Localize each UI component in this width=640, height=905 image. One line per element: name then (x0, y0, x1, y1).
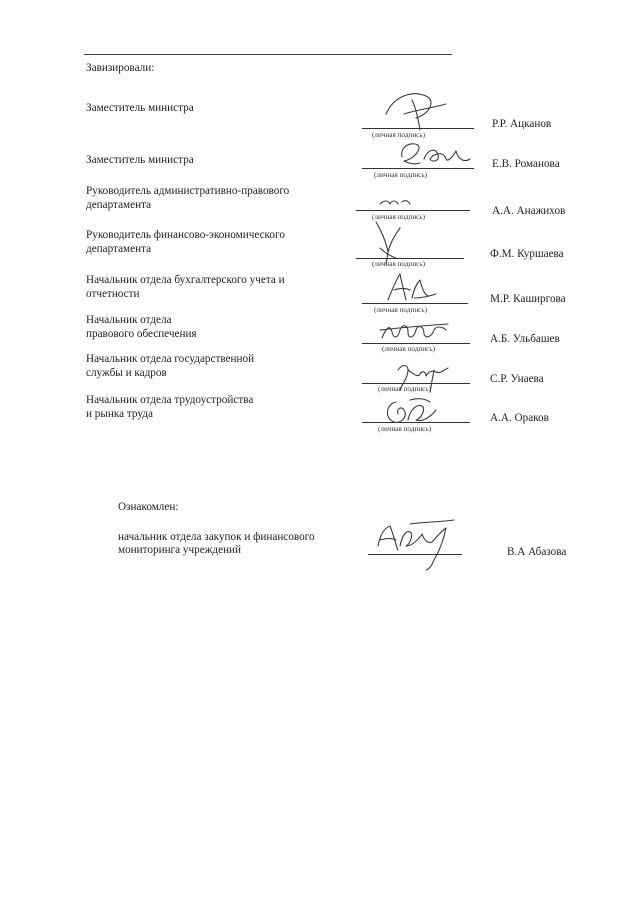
top-divider (84, 54, 452, 55)
signatory-7-position-line-2: службы и кадров (86, 367, 167, 379)
signatory-4-position-line-2: департамента (86, 243, 152, 255)
signatory-3-position-line-2: департамента (86, 199, 152, 211)
signatory-4-name: Ф.М. Куршаева (490, 248, 564, 260)
signatory-4-signature-line (356, 258, 464, 259)
signatory-8-signature-line (362, 422, 470, 423)
signatory-5-signature (382, 270, 440, 306)
signatory-6-position-line-2: правового обеспечения (86, 328, 197, 340)
signatory-3-signature (378, 196, 412, 210)
signatory-8-position-line-2: и рынка труда (86, 408, 153, 420)
acknowledgement-position-line-1: начальник отдела закупок и финансового (118, 531, 315, 543)
signatory-3-signature-caption: (личная подпись) (372, 213, 426, 221)
signatory-2-position: Заместитель министра (86, 154, 194, 166)
signatory-2-name: Е.В. Романова (492, 158, 560, 170)
signatory-1-name: Р.Р. Ацканов (492, 118, 552, 130)
signatory-7-signature-line (362, 383, 470, 384)
signatory-3-name: А.А. Анажихов (492, 205, 566, 217)
acknowledgement-label: Ознакомлен: (118, 501, 179, 513)
signatory-8-name: А.А. Ораков (490, 412, 549, 424)
signatory-1-position: Заместитель министра (86, 102, 194, 114)
acknowledgement-position-line-2: мониторинга учреждений (118, 544, 242, 556)
signatory-6-signature-caption: (личная подпись) (382, 345, 436, 353)
signatory-5-position-line-2: отчетности (86, 288, 140, 300)
signatory-4-signature-caption: (личная подпись) (372, 260, 426, 268)
signatory-3-signature-line (356, 210, 470, 211)
signatory-2-signature-line (362, 168, 474, 169)
signatory-8-position-line-1: Начальник отдела трудоустройства (86, 394, 254, 406)
signatory-5-position-line-1: Начальник отдела бухгалтерского учета и (86, 274, 285, 286)
signatory-7-name: С.Р. Унаева (490, 373, 544, 385)
acknowledgement-name: В.А Абазова (507, 546, 567, 558)
signatory-6-signature-line (362, 343, 470, 344)
signatory-3-position-line-1: Руководитель административно-правового (86, 185, 290, 197)
signatory-7-signature-caption: (личная подпись) (378, 385, 432, 393)
signatory-5-name: М.Р. Каширгова (490, 293, 566, 305)
signatory-1-signature-line (362, 128, 474, 129)
signatory-5-signature-caption: (личная подпись) (374, 306, 428, 314)
signatory-4-position-line-1: Руководитель финансово-экономического (86, 229, 285, 241)
signatory-6-position-line-1: Начальник отдела (86, 314, 172, 326)
signatory-2-signature-caption: (личная подпись) (374, 171, 428, 179)
acknowledgement-signature-line (368, 554, 462, 555)
signatory-6-name: А.Б. Ульбашев (490, 333, 560, 345)
signatory-6-signature (378, 318, 452, 346)
signatory-7-position-line-1: Начальник отдела государственной (86, 353, 255, 365)
signatory-1-signature-caption: (личная подпись) (372, 131, 426, 139)
acknowledgement-signature (370, 516, 466, 572)
approved-by-label: Завизировали: (86, 62, 155, 74)
signatory-8-signature-caption: (личная подпись) (378, 425, 432, 433)
signatory-5-signature-line (362, 303, 468, 304)
